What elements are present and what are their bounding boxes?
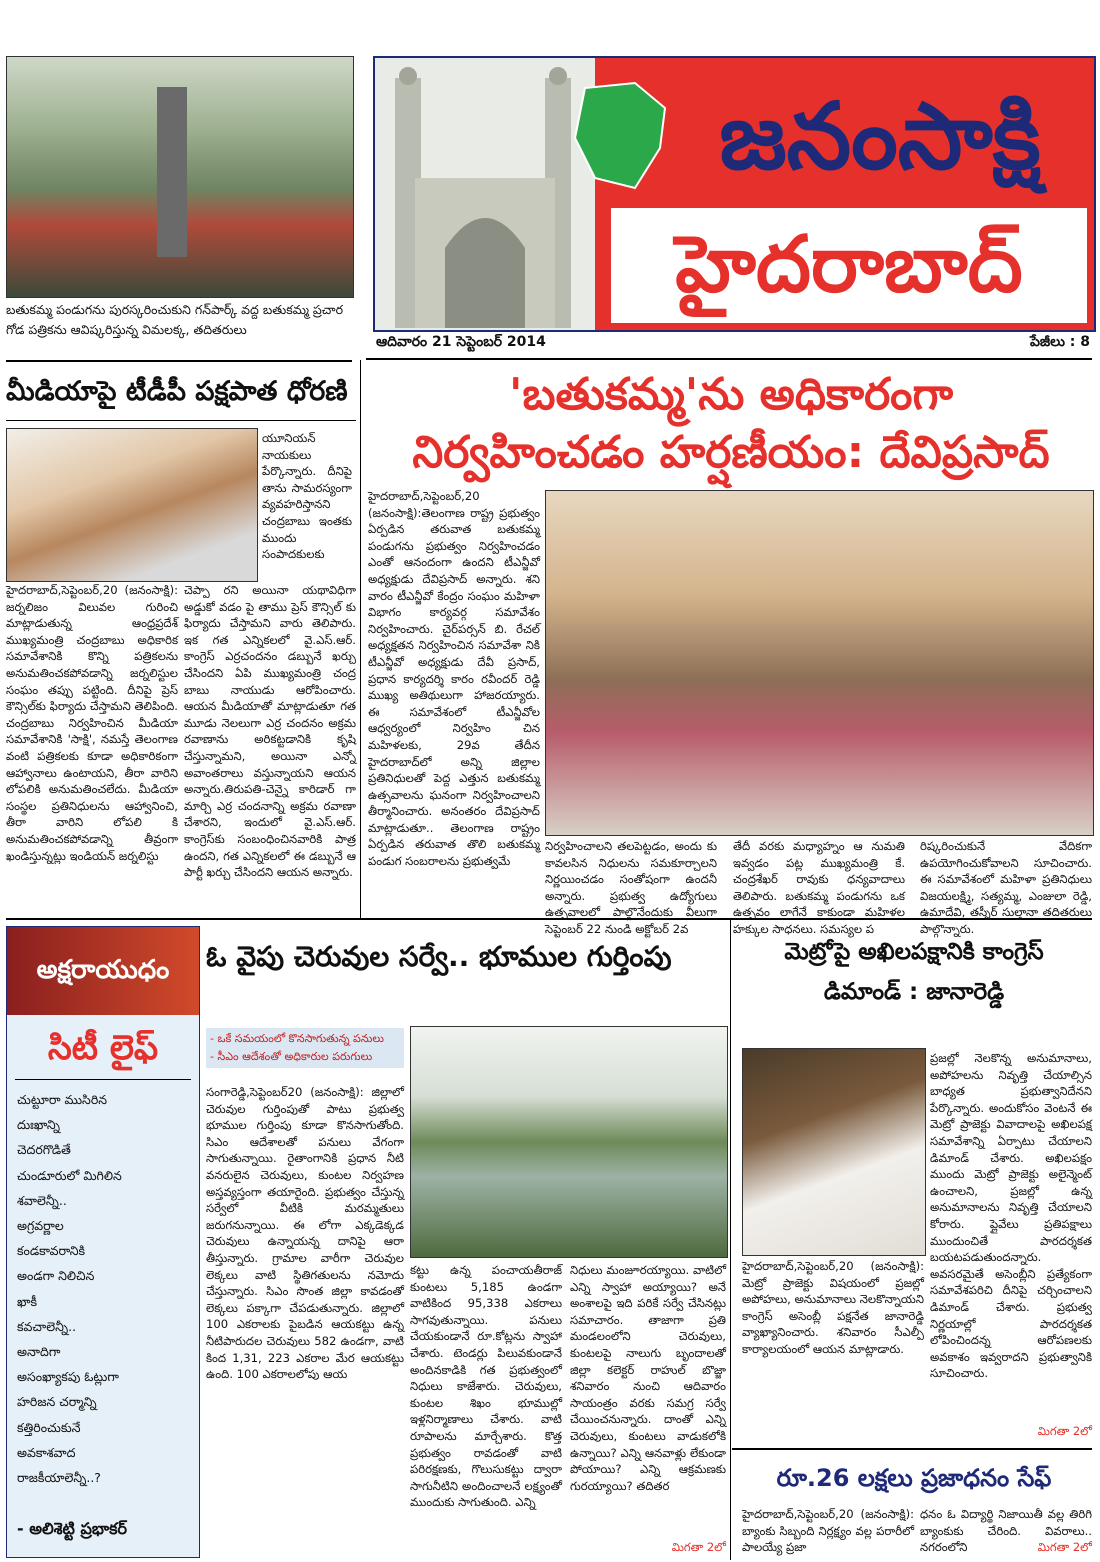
media-col1: హైదరాబాద్,సెప్టెంబర్,20 (జనంసాక్షి): జర్నలిజం విలువల గురించి మాట్లాడుతున్న ఆంధ్రప్రదేశ్ ముఖ్యమంత్రి చంద్రబాబు అధికారిక సమావేశానికి కొన్ని పత్రికలను అనుమతించకపోవడాన్ని జర్నలిస్టుల సంఘం తప్పు పట్టింది. దీనిపై ప్రెస్ కౌన్సిల్‌కు ఫిర్యాదు చేస్తామని తెలిపింది. చంద్రబాబు నిర్వహించిన మీడియా సమావేశానికి 'సాక్షి', నమస్తే తెలంగాణ వంటి పత్రికలకు కూడా అధికారికంగా ఆహ్వానాలు ఉంటాయని, తీరా వారిని లోపలికి అనుమతించలేదు. మీడియా సంస్థల ప్రతినిధులను ఆహ్వానించి, తీరా వారిని లోపలి కి అనుమతించకపోవడాన్ని తీవ్రంగా ఖండిస్తున్నట్లు ఇండియన్ జర్నలిస్టు [6, 583, 178, 863]
media-side-text: యూనియన్ నాయకులు పేర్కొన్నారు. దీనిపై తాను సామరస్యంగా వ్యవహరిస్తానని చంద్రబాబు ఇంతకు ముందు సంపాదకులకు [262, 431, 352, 562]
issue-date: ఆదివారం 21 సెప్టెంబర్ 2014 [376, 334, 546, 350]
metro-headline-1: మెట్రోపై అఖిలపక్షానికి కాంగ్రెస్ [784, 939, 1044, 965]
poem-line: అండగా నిలిచిన [17, 1268, 95, 1284]
charminar-icon [375, 58, 595, 330]
metro-headline-2: డిమాండ్ : జానారెడ్డి [823, 979, 1005, 1005]
lakes-headline: ఓ వైపు చెరువుల సర్వే.. భూముల గుర్తింపు [206, 940, 672, 973]
rule-media-head [6, 420, 356, 421]
poem-line: అవకాశవాద [17, 1444, 76, 1460]
safe-col1: హైదరాబాద్,సెప్టెంబర్,20 (జనంసాక్షి): బ్యాంకు సిబ్బంది నిర్లక్ష్యం వల్ల పరారీలో పాలయ్యే ప్రజా [742, 1507, 914, 1555]
gun-park-photo [6, 56, 354, 298]
poem-line: అగ్రవర్ణాల [17, 1218, 64, 1234]
lakes-more: మిగతా 2లో [671, 1540, 726, 1554]
poem-line: కత్తిరించుకునే [17, 1419, 81, 1435]
poem-line: హరిజన చర్మాన్ని [17, 1394, 97, 1410]
rule-safe [732, 1448, 1092, 1450]
column-title-rule [15, 1079, 191, 1080]
poem-line: చెదరగొడితే [17, 1142, 71, 1158]
masthead-title: జనంసాక్షి [719, 83, 1041, 190]
lake-photo [410, 1026, 728, 1258]
media-col2: చెప్పా రని అయినా యథావిధిగా అడ్డుకో వడం పై తాము ప్రెస్ కౌన్సిల్ కు ఫిర్యాదు చేస్తామని వారు తెలిపారు. ఇక గత ఎన్నికలలో వై.ఎస్.ఆర్. కాంగ్రెస్ ఎర్రచందనం డబ్బునే ఖర్చు చేసిందని ఏపి ముఖ్యమంత్రి చంద్ర బాబు నాయుడు ఆరోపించారు. ఆయన మీడియాతో మాట్లాడుతూ గత మూడు నెలలుగా ఎర్ర చందనం అక్రమ రవాణాను అరికట్టడానికి కృషి చేస్తున్నామని, అయినా ఎన్నో అవాంతరాలు వస్తున్నాయని ఆయన అన్నారు.తిరుపతి-చెన్నై కారిడార్ గా మార్చి ఎర్ర చందనాన్ని అక్రమ రవాణా చేశారని, ఇందులో వై.ఎస్.ఆర్. కాంగ్రెస్‌కు సంబంధించినవారికి పాత్ర ఉందని, గత ఎన్నికలలో ఈ డబ్బునే ఆ పార్టీ ఖర్చు చేసిందని ఆయన అన్నారు. [184, 583, 356, 880]
rule-vertical-mid [730, 918, 731, 1560]
masthead [373, 56, 1096, 332]
poem-line: దుఃఖాన్ని [17, 1117, 60, 1133]
poem-line: శవాలెన్నీ.. [17, 1192, 67, 1208]
janareddy-photo [742, 1048, 926, 1256]
poem-line: కండకావరానికి [17, 1243, 86, 1259]
column-author: - అలిశెట్టి ప్రభాకర్ [17, 1519, 127, 1538]
column-banner: అక్షరాయుధం [36, 955, 170, 985]
metro-side-text: ప్రజల్లో నెలకొన్న అనుమానాలు, అపోహలను నివృత్తి చేయాల్సిన బాధ్యత ప్రభుత్వానిదేనని పేర్కొన్నారు. అందుకోసం వెంటనే ఈ మెట్రో ప్రాజెక్టు వివాదాలపై అఖిలపక్ష సమావేశాన్ని ఏర్పాటు చేయాలని డిమాండ్ చేశారు. అఖిలపక్షం ముందు మెట్రో ప్రాజెక్టు అలైన్మెంట్ ఉంచాలని, ప్రజల్లో ఉన్న అనుమానాలను నివృత్తి చేయాలని కోరారు. ప్లైవేలు ప్రతిపక్షాలు ముందుంచితే పారదర్శకత బయటపడుతుందన్నారు. అవసరమైతే అసెంబ్లీని ప్రత్యేకంగా సమావేశపరిచి దీనిపై చర్చించాలని డిమాండ్ చేశారు. ప్రభుత్వ నిర్ణయాల్లో పారదర్శకత లోపించిందన్న ఆరోపణలకు అవకాశం ఇవ్వరాదని ప్రభుత్వానికి సూచించారు. [930, 1051, 1092, 1381]
lakes-col3: నిధులు మంజూరయ్యాయి. వాటిలో ఎన్ని స్వాహా అయ్యాయి? అనే అంశాలపై ఇది పరికే సర్వే చేసినట్లు సమాచారం. తాజాగా ప్రతి మండలంలోని చెరువులు, కుంటలపై నాలుగు బృందాలతో జిల్లా కలెక్టర్ రాహుల్ బొజ్జా శనివారం నుంచి ఆదివారం సాయంత్రం వరకు సమగ్ర సర్వే చేయించనున్నారు. దాంతో ఎన్ని చెరువులు, కుంటలు వాడుకలోకి ఉన్నాయి? ఎన్ని ఆనవాళ్లు లేకుండా పోయాయి? ఎన్ని ఆక్రమణకు గురయ్యాయి? తదితర [570, 1263, 726, 1493]
column-title: సిటీ లైఫ్ [47, 1028, 159, 1068]
rule-top-left [6, 360, 352, 362]
lakes-col2: కట్టు ఉన్న పంచాయతీరాజ్ కుంటలు 5,185 ఉండగా వాటికింద 95,338 ఎకరాలు సాగవుతున్నాయి. పనులు చేయకుండానే రూ.కోట్లను స్వాహా చేశారు. టెండర్లు పిలువకుండానే అందినకాడికి గత ప్రభుత్వంలో నిధులు కాజేశారు. చెరువులు, కుంటల శిఖం భూముల్లో ఇళ్లనిర్మాణాలు చేశారు. వాటి రూపాలను మార్చేశారు. కొత్త ప్రభుత్వం రావడంతో వాటి పరిరక్షణకు, గొలుసుకట్టు ద్వారా సాగునీటిని అందించాలనే లక్ష్యంతో ముందుకు సాగుతుంది. ఎన్ని [410, 1263, 562, 1510]
bathukamma-headline-1: 'బతుకమ్మ'ను అధికారంగా [508, 369, 954, 420]
poem-line: చుండూరులో మిగిలిన [17, 1167, 122, 1183]
poem [17, 1087, 193, 1497]
bathukamma-headline-2: నిర్వహించడం హర్షణీయం: దేవిప్రసాద్ [412, 427, 1050, 478]
lakes-bullet-2: - సీఎం ఆదేశంతో అధికారుల పరుగులు [210, 1050, 373, 1063]
charminar-image [375, 58, 595, 330]
metro-more: మిగతా 2లో [1037, 1424, 1092, 1438]
rule-top-right [366, 358, 1092, 360]
bathukamma-col4: రిష్కరించుకునే వేదికగా ఉపయోగించుకోవాలని సూచించారు. ఈ సమావేశంలో మహిళా ప్రతినిధులు విజయలక్ష్మి, సత్యమ్మ, ఎంజులా రెడ్డి, ఉమాదేవి, తస్నీర్ సుల్తానా తదితరులు పాల్గొన్నారు. [920, 839, 1092, 936]
poem-line: చుట్టూరా ముసిరిన [17, 1092, 108, 1107]
telangana-map-icon [565, 78, 675, 198]
tngo-meeting-photo [545, 490, 1094, 836]
bathukamma-col1: హైదరాబాద్,సెప్టెంబర్,20 (జనంసాక్షి):తెలంగాణ రాష్ట్ర ప్రభుత్వం ఏర్పడిన తరువాత బతుకమ్మ పండుగను ప్రభుత్వం నిర్వహించడం ఎంతో ఆనందంగా ఉందని టీఎన్జీవో అధ్యక్షుడు దేవిప్రసాద్ అన్నారు. శని వారం టీఎన్జీవో కేంద్రం సంఘం మహిళా విభాగం కార్యవర్గ సమావేశం నిర్వహించారు. చైర్‌పర్సన్ బి. రేచల్ అధ్యక్షతన నిర్వహించిన సమావేశా నికి టీఎన్జీవో అధ్యక్షుడు దేవీ ప్రసాద్, ప్రధాన కార్యదర్శి కారం రవీందర్ రెడ్డి ముఖ్య అతిథులుగా హాజరయ్యారు. ఈ సమావేశంలో టీఎన్జీవోల ఆధ్వర్యంలో నిర్వహిం చిన మహిళలకు, 29వ తేదీన హైదరాబాద్‌లో అన్ని జిల్లాల ప్రతినిధులతో పెద్ద ఎత్తున బతుకమ్మ ఉత్సవాలను ఘనంగా నిర్వహించాలని తీర్మానించారు. అనంతరం దేవిప్రసాద్ మాట్లాడుతూ.. తెలంగాణ రాష్ట్రం ఏర్పడిన తరువాత తొలి బతుకమ్మ పండుగ సంబరాలను ప్రభుత్వమే [368, 489, 540, 869]
safe-col2: ధనం ఓ విద్యార్థి నిజాయితీ వల్ల తిరిగి బ్యాంకుకు చేరింది. వివరాలు.. నగరంలోని [920, 1507, 1092, 1555]
safe-headline: రూ.26 లక్షలు ప్రజాధనం సేఫ్ [776, 1464, 1052, 1492]
edition-title: హైదరాబాద్ [675, 220, 1023, 310]
photo-caption: బతుకమ్మ పండుగను పురస్కరించుకుని గన్‌పార్క్ వద్ద బతుకమ్మ ప్రచార గోడ పత్రికను ఆవిష్కరిస్తున్న విమలక్క, తదితరులు [6, 302, 344, 337]
poem-line: ఖాకీ [17, 1293, 38, 1309]
lakes-bullet-1: - ఒకే సమయంలో కొనసాగుతున్న పనులు [210, 1032, 384, 1045]
poem-line: అనాదిగా [17, 1344, 61, 1360]
poem-line: అసంఖ్యాకపు ఓట్లుగా [17, 1369, 119, 1385]
page-count: పేజీలు : 8 [1029, 334, 1090, 350]
rule-vertical-left [360, 360, 361, 918]
poem-line: కవచాలెన్నీ.. [17, 1318, 77, 1334]
poem-line: రాజకీయాలెన్నీ..? [17, 1470, 101, 1486]
safe-more: మిగతా 2లో [1010, 1540, 1092, 1558]
bathukamma-col2: నిర్వహించాలని తలపెట్టడం, అందు కు కావలసిన నిధులను సమకూర్చాలని నిర్ణయించడం సంతోషంగా ఉందనీ అన్నారు. ప్రభుత్వ ఉద్యోగులు ఉత్సవాలలో పాల్గొనేందుకు వీలుగా సెప్టెంబర్ 22 నుండి అక్టోబర్ 2వ [545, 839, 717, 936]
metro-col1: హైదరాబాద్,సెప్టెంబర్,20 (జనంసాక్షి): మెట్రో ప్రాజెక్టు విషయంలో ప్రజల్లో అపోహలు, అనుమానాలు నెలకొన్నాయని కాంగ్రెస్ అసెంబ్లీ పక్షనేత జానారెడ్డి వ్యాఖ్యానించారు. శనివారం సీఎల్పీ కార్యాలయంలో ఆయన మాట్లాడారు. [742, 1259, 924, 1356]
chandrababu-photo [6, 428, 258, 582]
memorial-pillar [157, 87, 187, 257]
bathukamma-col3: తేదీ వరకు మధ్యాహ్నం ఆ నుమతి ఇవ్వడం పట్ల ముఖ్యమంత్రి కే. చంద్రశేఖర్ రావుకు ధన్యవాదాలు తెలిపారు. బతుకమ్మ పండుగను ఒక ఉత్సవం లాగేనే కాకుండా మహిళల హక్కుల సాధనలు. సమస్యల ప [733, 839, 905, 936]
lakes-col1: సంగారెడ్డి,సెప్టెంబర్20 (జనంసాక్షి): జిల్లాలో చెరువుల గుర్తింపుతో పాటు ప్రభుత్వ భూముల గుర్తింపు కూడా కొనసాగుతోంది. సిఎం ఆదేశాలతో పనులు వేగంగా సాగుతున్నాయి. రైతాంగానికి ప్రధాన నీటి వనరులైన చెరువులు, కుంటల నిర్వహణ అస్తవ్యస్తంగా తయారైంది. ప్రభుత్వం చేస్తున్న సర్వేలో వీటికి మరమ్మతులు జరుగనున్నాయి. ఈ లోగా ఎక్కడెక్కడ చెరువులు ఉన్నాయన్న దానిపై ఆరా తీస్తున్నారు. గ్రామాల వారీగా చెరువుల లెక్కలు వాటి స్థితిగతులను నమోదు చేస్తున్నారు. సిఎం సొంత జిల్లా కావడంతో లెక్కలు పక్కాగా చేపడుతున్నారు. జిల్లాలో 100 ఎకరాలకు పైబడిన ఆయకట్టు ఉన్న నీటిపారుదల చెరువులు 582 ఉండగా, వాటి కింద 1,31, 223 ఎకరాల మేర ఆయకట్టు ఉంది. 100 ఎకరాలలోపు ఆయ [206, 1085, 404, 1382]
column-box [6, 926, 200, 1558]
media-headline: మీడియాపై టీడీపీ పక్షపాత ధోరణి [6, 376, 348, 407]
